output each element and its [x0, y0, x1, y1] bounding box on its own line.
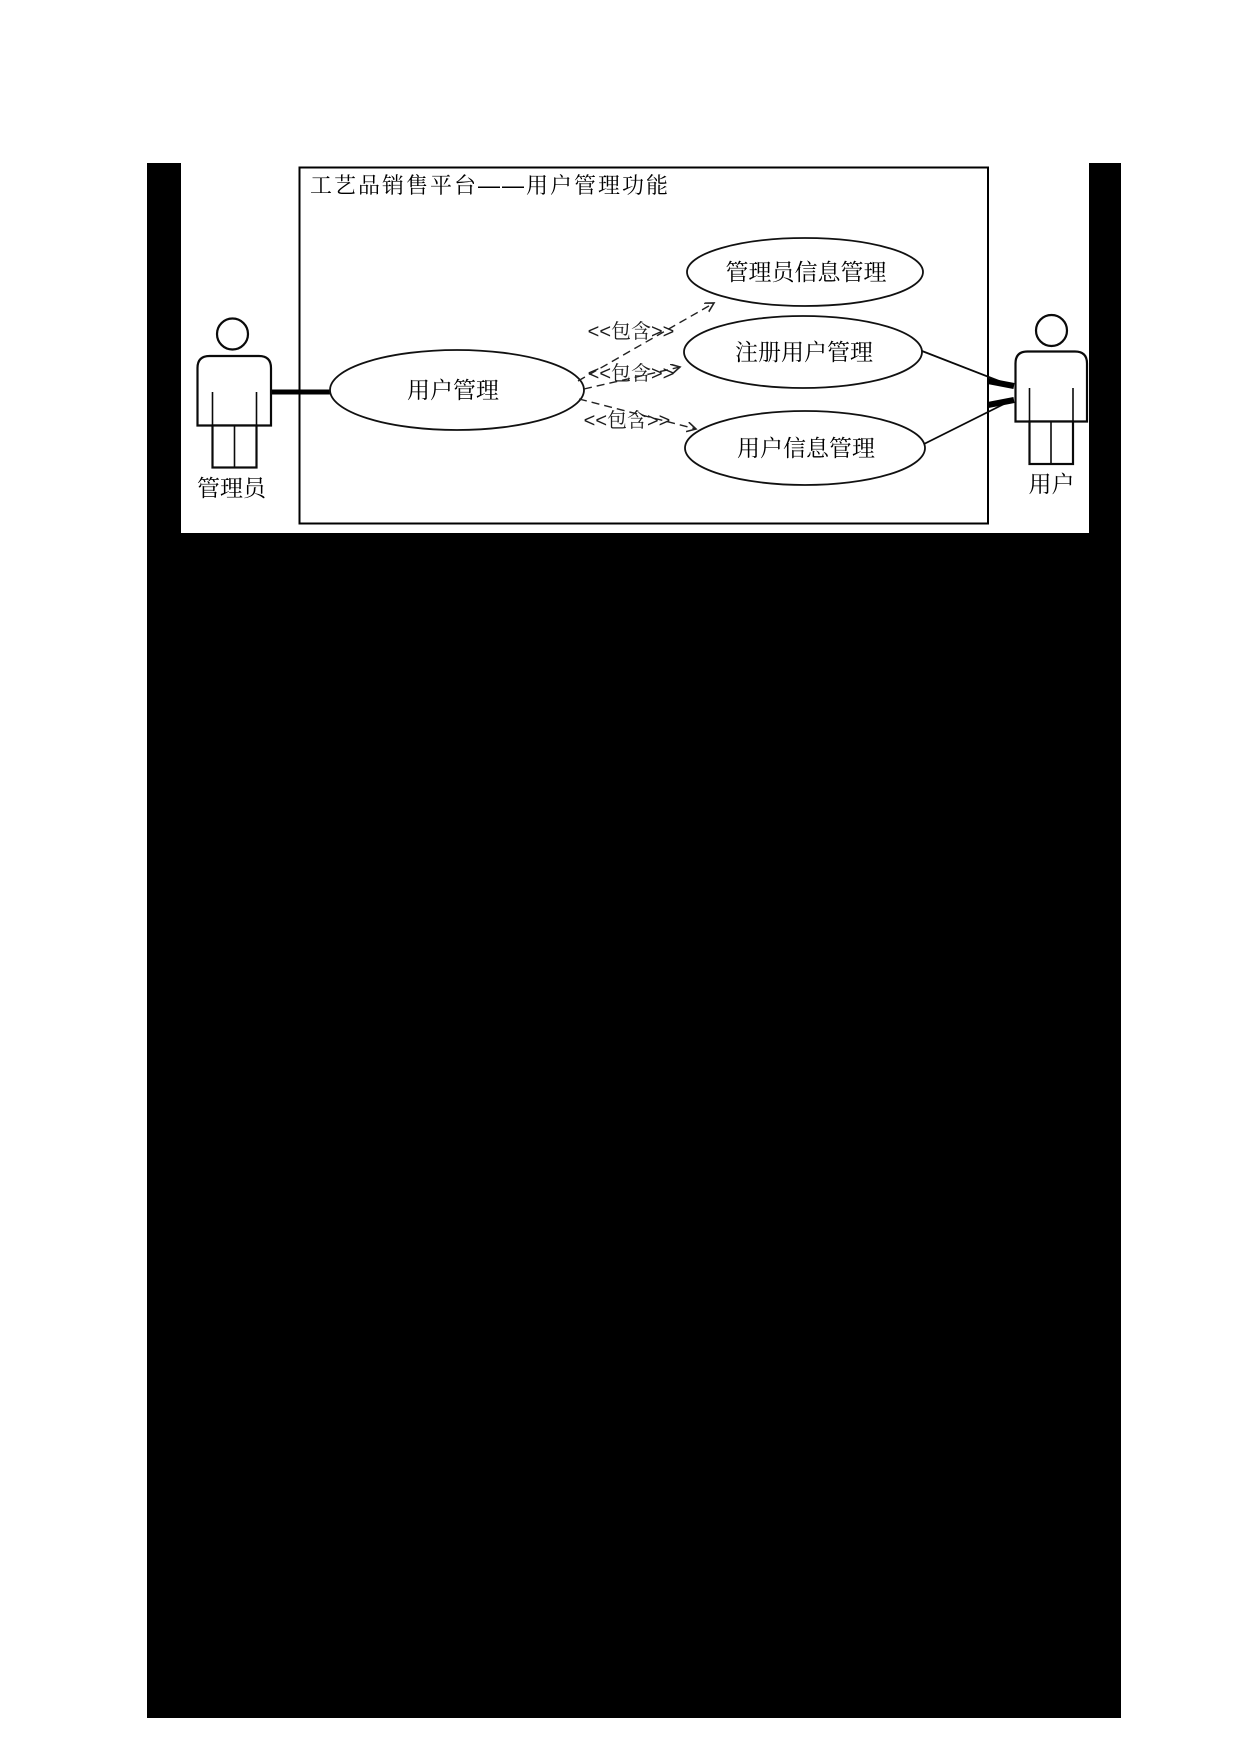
user-actor-torso-icon: [1016, 352, 1088, 422]
user-management-label: 用户管理: [407, 377, 499, 403]
right-black-bar: [1089, 163, 1121, 533]
user-info-management-label: 用户信息管理: [737, 435, 875, 461]
admin-actor-label: 管理员: [197, 475, 266, 501]
registered-user-management-label: 注册用户管理: [735, 339, 873, 365]
user-actor-head-icon: [1036, 315, 1067, 346]
include-label-2: <<包含>>: [587, 363, 675, 385]
include-label-1: <<包含>>: [587, 321, 675, 343]
include-label-3: <<包含>>: [583, 410, 671, 432]
bottom-black-block: [147, 533, 1121, 1718]
diagram-title: 工艺品销售平台——用户管理功能: [310, 173, 671, 198]
use-case-registered-user-management: [684, 316, 922, 388]
admin-info-management-label: 管理员信息管理: [725, 259, 887, 285]
use-case-user-management: [330, 350, 584, 430]
user-actor-label: 用户: [1028, 471, 1075, 497]
use-case-admin-info-management: [687, 238, 923, 306]
admin-actor-torso-icon: [198, 356, 272, 426]
left-black-bar: [147, 163, 181, 533]
use-case-user-info-management: [685, 411, 925, 485]
admin-actor-head-icon: [217, 319, 248, 350]
